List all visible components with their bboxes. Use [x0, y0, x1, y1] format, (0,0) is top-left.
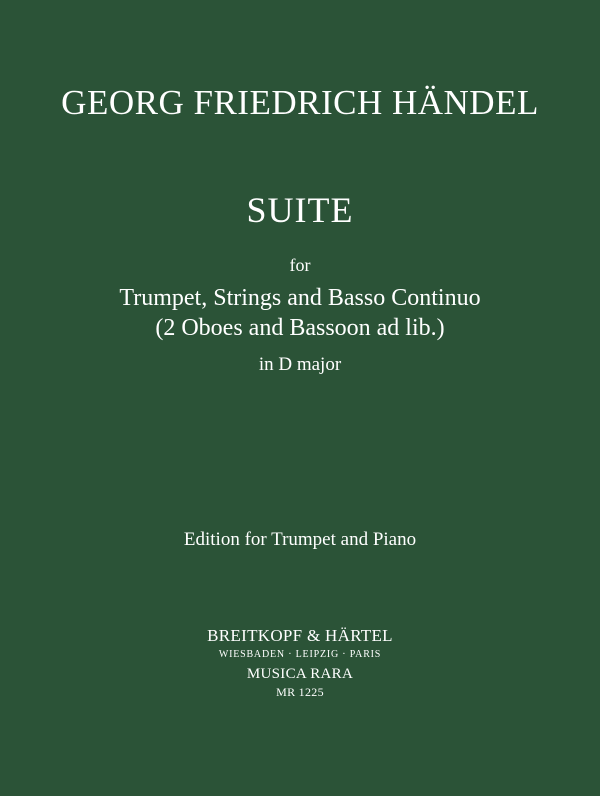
instrumentation-line-2: (2 Oboes and Bassoon ad lib.)	[155, 315, 445, 341]
catalog-number: MR 1225	[276, 685, 324, 699]
composer-name: GEORG FRIEDRICH HÄNDEL	[61, 83, 539, 122]
instrumentation-line-1: Trumpet, Strings and Basso Continuo	[119, 285, 481, 311]
publisher-cities: WIESBADEN · LEIPZIG · PARIS	[218, 649, 382, 660]
publisher-name: BREITKOPF & HÄRTEL	[207, 626, 393, 645]
edition-note: Edition for Trumpet and Piano	[183, 529, 417, 550]
for-label: for	[289, 255, 311, 275]
work-title: SUITE	[246, 190, 354, 230]
key-signature: in D major	[258, 354, 342, 375]
imprint-name: MUSICA RARA	[246, 666, 354, 682]
